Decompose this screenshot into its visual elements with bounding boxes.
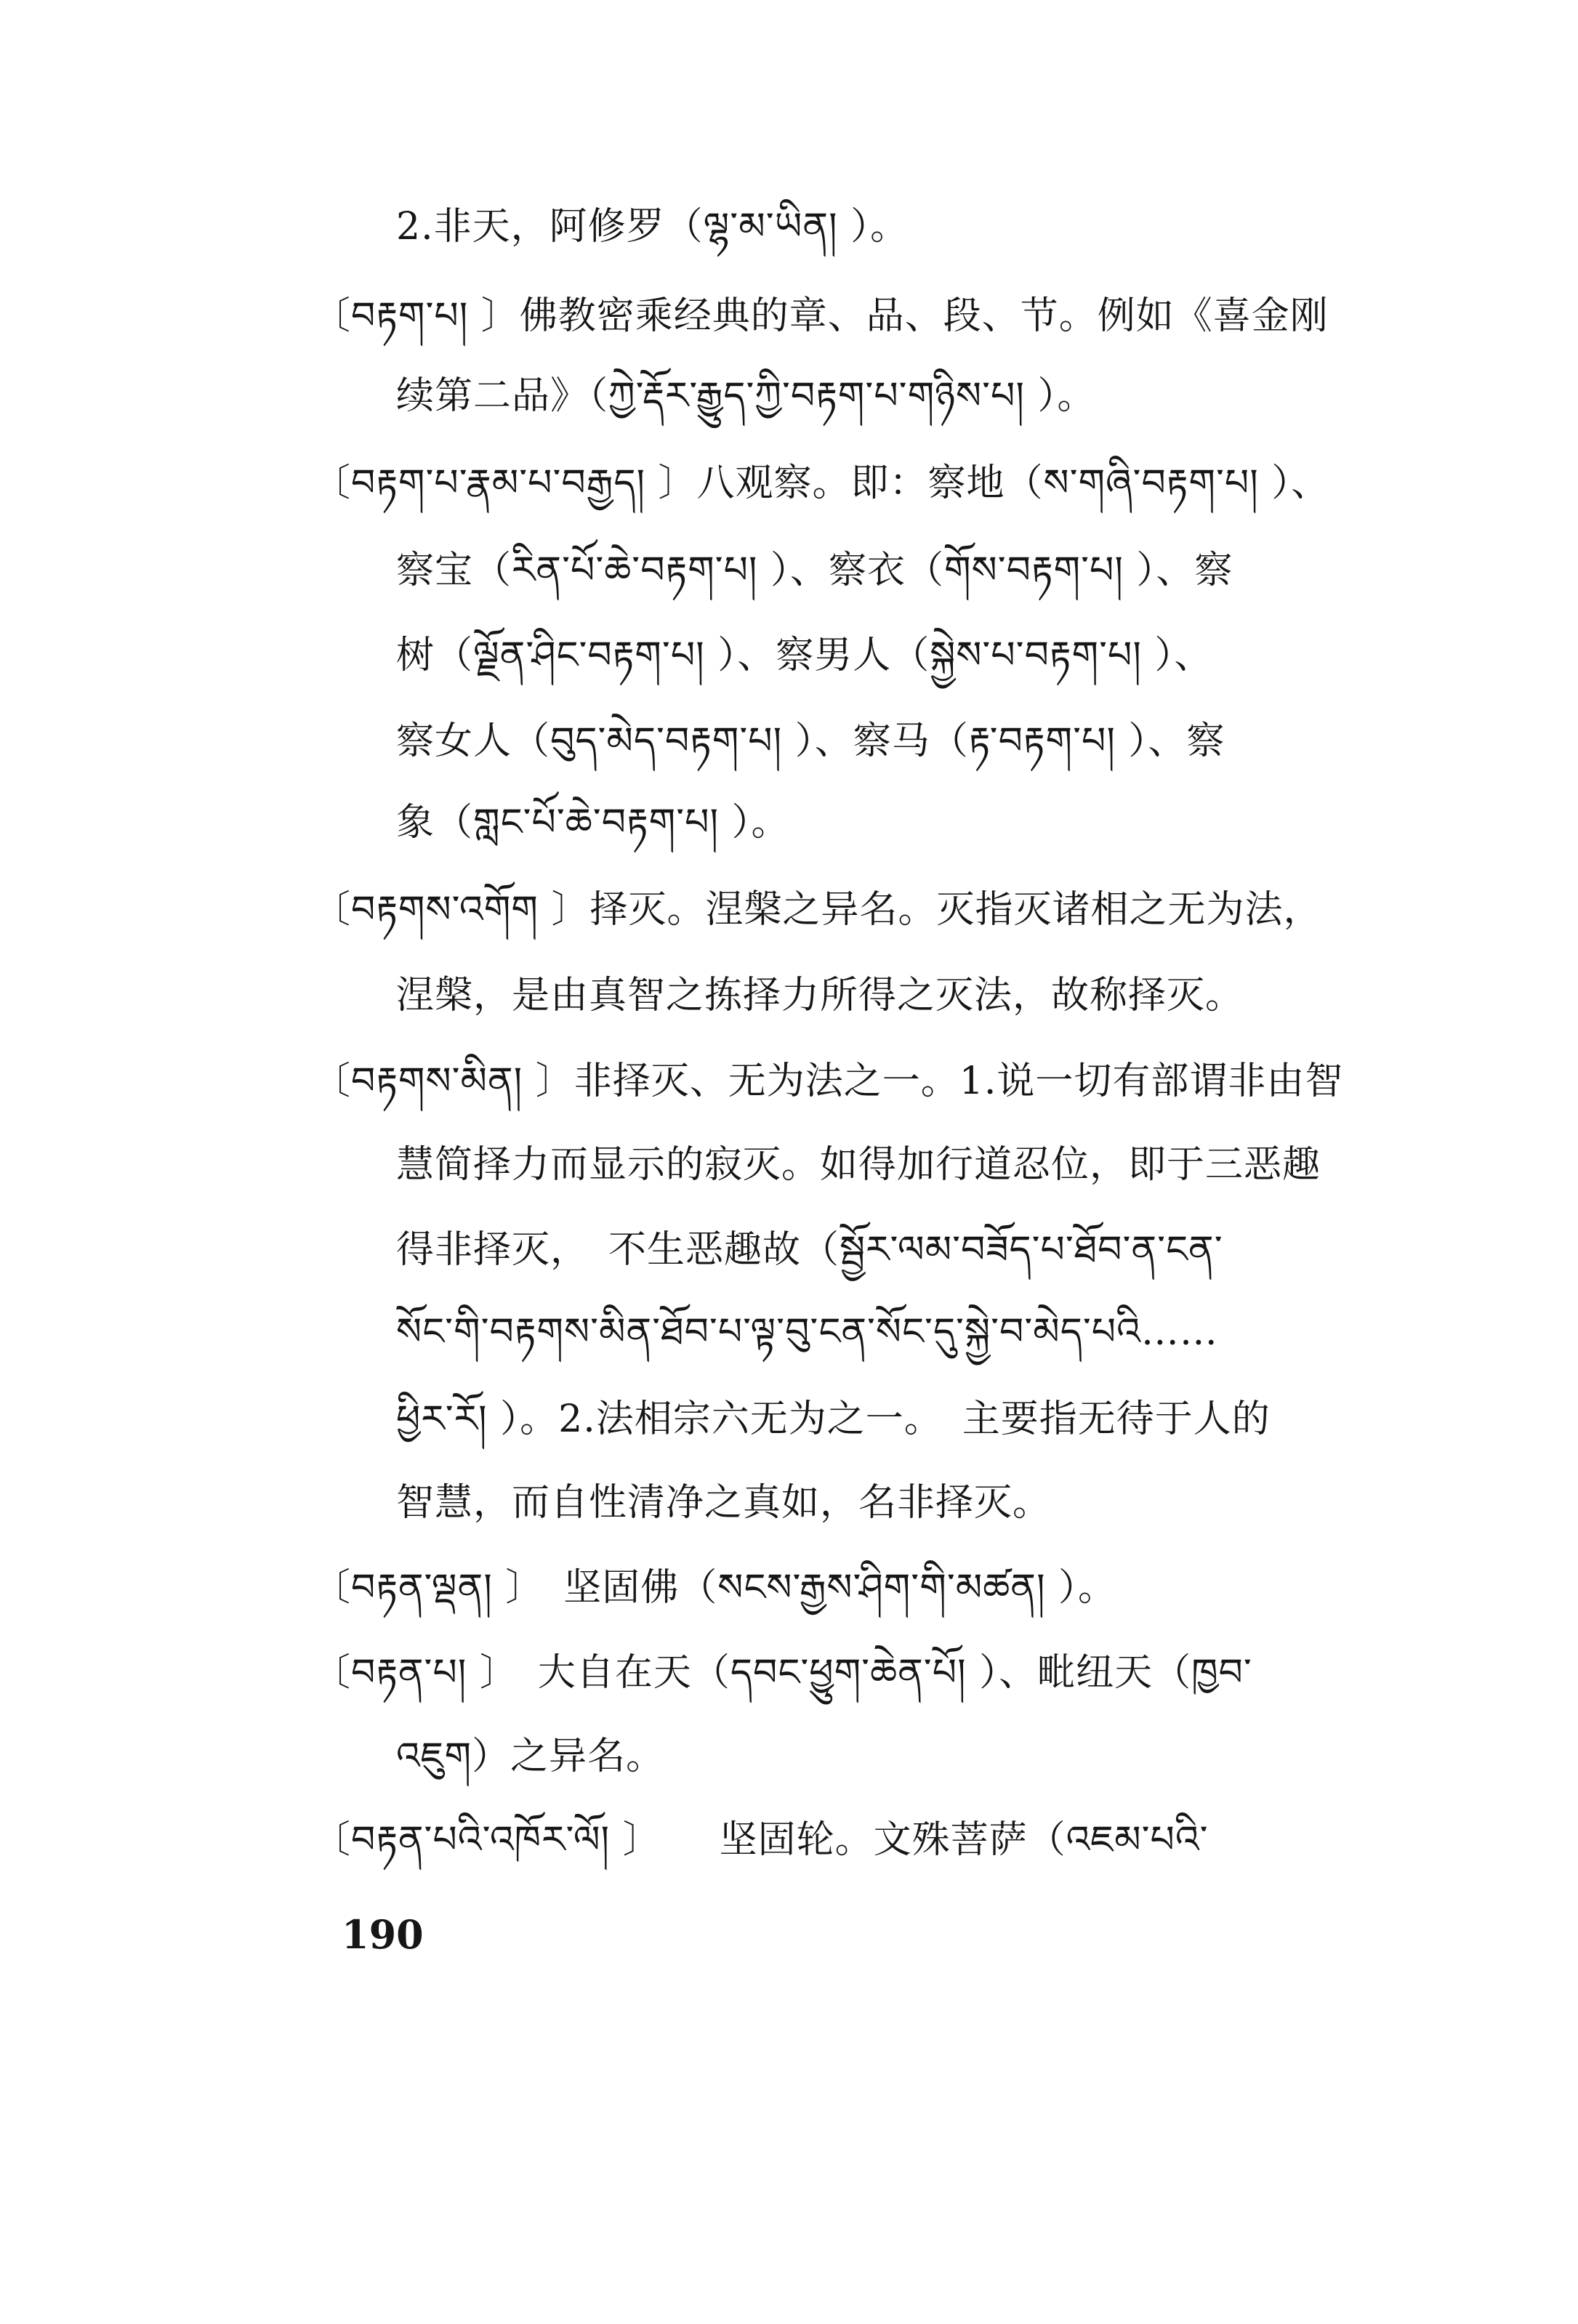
text-line: 象（གླང་པོ་ཆེ་བརྟག་པ། ）。: [396, 801, 790, 844]
entry-headword-line: 〔བརྟན་པའི་འཁོར་ལོ། 〕 坚固轮。文殊菩萨（འཇམ་པའི་: [313, 1818, 1209, 1862]
text-line: 续第二品》（ཀྱེ་རྡོར་རྒྱུད་ཀྱི་བརྟག་པ་གཉིས་པ། ）。: [396, 374, 1096, 418]
text-line: 慧简择力而显示的寂灭。如得加行道忍位，即于三恶趣: [396, 1143, 1321, 1187]
entry-headword-line: 〔བརྟགས་མིན། 〕非择灭、无为法之一。1.说一切有部谓非由智: [313, 1060, 1344, 1103]
text-line: 察女人（བུད་མེད་བརྟག་པ། ）、察马（རྟ་བརྟག་པ། ）、察: [396, 719, 1225, 763]
entry-headword-line: 〔བརྟག་པ་རྣམ་པ་བརྒྱད། 〕八观察。即：察地（ས་གཞི་བརྟག་པ། ）、: [313, 461, 1330, 505]
text-line: 智慧，而自性清净之真如，名非择灭。: [396, 1481, 1052, 1525]
page-number: 190: [342, 1911, 424, 1958]
text-line: 2.非天，阿修罗（ལྷ་མ་ཡིན། ）。: [396, 205, 909, 249]
text-line: འཇུག）之异名。: [396, 1735, 665, 1778]
text-line: སོང་གི་བརྟགས་མིན་ཐོབ་པ་ལྟ་བུ་ངན་སོང་དུ་སྐྱེ་བ་མེད་པའི……: [396, 1310, 1218, 1354]
text-line: 察宝（རིན་པོ་ཆེ་བརྟག་པ། ）、察衣（གོས་བརྟག་པ། ）、察: [396, 549, 1233, 592]
text-line: 得非择灭， 不生恶趣故（སྦྱོར་ལམ་བཟོད་པ་ཐོབ་ན་ངན་: [396, 1228, 1223, 1272]
text-line: 树（ལྗོན་ཤིང་བརྟག་པ། ）、察男人（སྐྱེས་པ་བརྟག་པ། ）、: [396, 634, 1213, 677]
entry-headword-line: 〔བརྟགས་འགོག 〕择灭。涅槃之异名。灭指灭诸相之无为法，: [313, 888, 1322, 932]
entry-headword-line: 〔བརྟན་ལྡན། 〕 坚固佛（སངས་རྒྱས་ཤིག་གི་མཚན། ）。: [313, 1566, 1117, 1610]
entry-headword-line: 〔བརྟག་པ། 〕佛教密乘经典的章、品、段、节。例如《喜金刚: [313, 294, 1329, 338]
entry-headword-line: 〔བརྟན་པ། 〕 大自在天（དབང་ཕྱུག་ཆེན་པོ། ）、毗纽天（ཁྱབ་: [313, 1651, 1252, 1695]
text-line: 涅槃，是由真智之拣择力所得之灭法，故称择灭。: [396, 974, 1244, 1017]
text-line: ཕྱིར་རོ། ）。2.法相宗六无为之一。 主要指无待于人的: [396, 1397, 1271, 1441]
